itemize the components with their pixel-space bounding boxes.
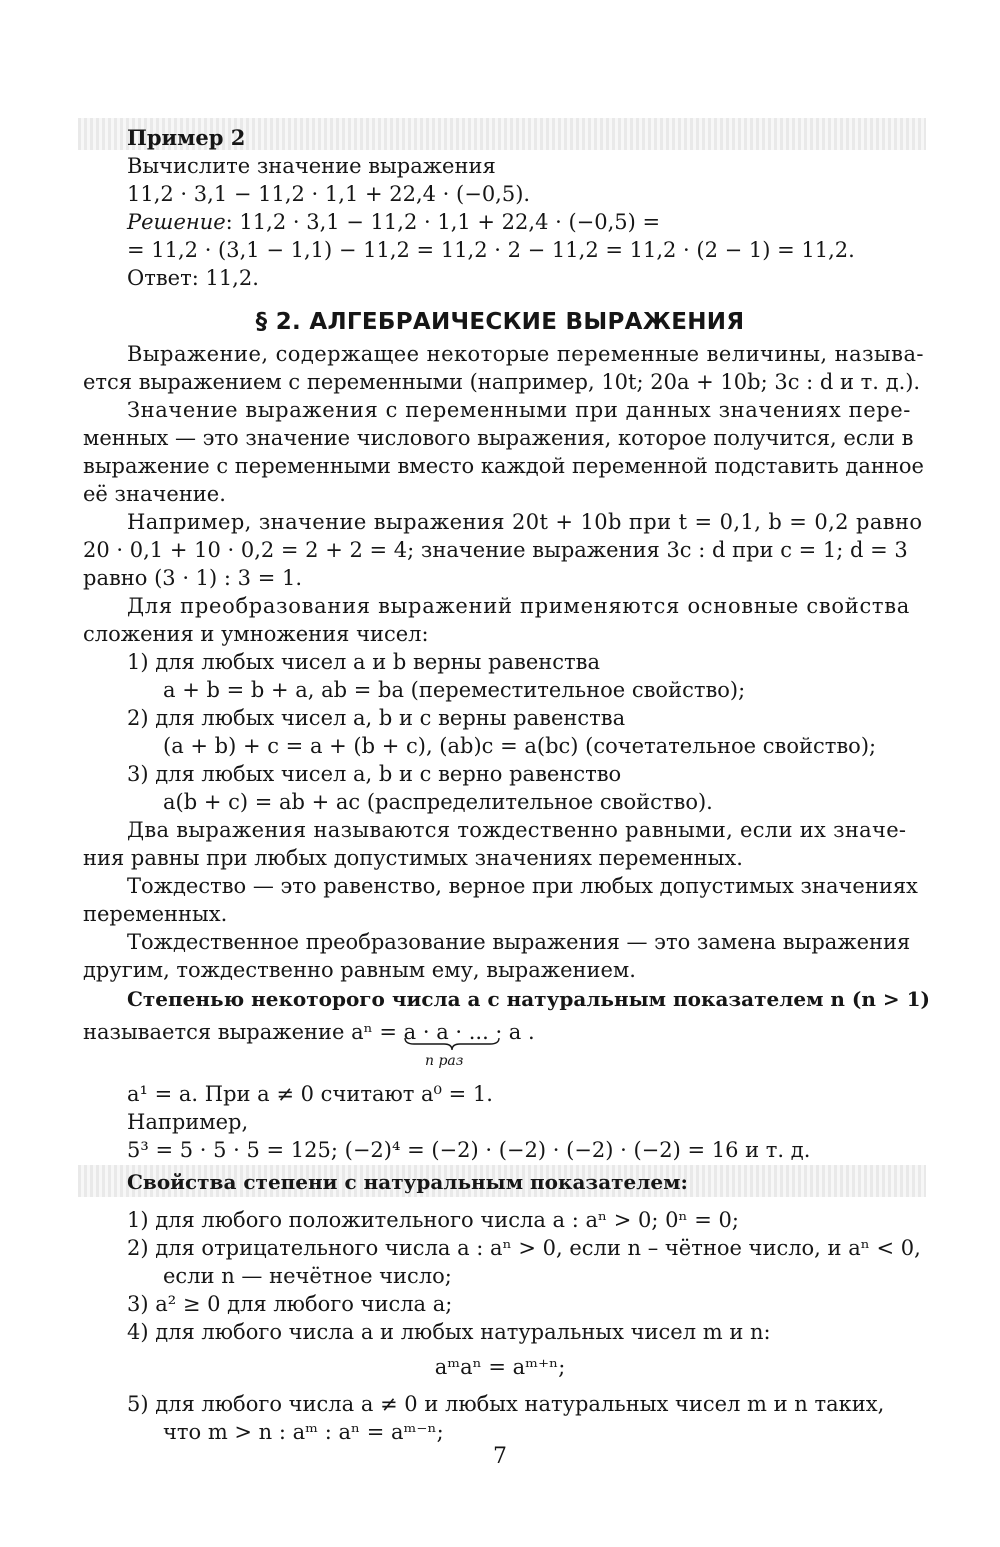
- para3-line3: равно (3 · 1) : 3 = 1.: [83, 566, 303, 590]
- para1-line1: Выражение, содержащее некоторые переменные величины, называ-: [127, 342, 924, 366]
- property2-line1: 2) для любых чисел a, b и c верны равенства: [127, 706, 626, 730]
- power-definition-line1: Степенью некоторого числа a с натуральным показателем n (n > 1): [127, 987, 930, 1011]
- para7-line2: другим, тождественно равным ему, выражением.: [83, 958, 636, 982]
- properties-title: Свойства степени с натуральным показателем:: [127, 1170, 688, 1194]
- property1-line2: a + b = b + a, ab = ba (переместительное свойство);: [163, 678, 746, 702]
- solution-label: Решение: [127, 210, 226, 234]
- para7-line1: Тождественное преобразование выражения — это замена выражения: [127, 930, 911, 954]
- property2-line2: (a + b) + c = a + (b + c), (ab)c = a(bc) (сочетательное свойство);: [163, 734, 877, 758]
- power-property3: 3) a² ≥ 0 для любого числа a;: [127, 1292, 453, 1316]
- example-expression: 11,2 · 3,1 − 11,2 · 1,1 + 22,4 · (−0,5).: [127, 182, 531, 206]
- para3-line2: 20 · 0,1 + 10 · 0,2 = 2 + 2 = 4; значение выражения 3c : d при c = 1; d = 3: [83, 538, 908, 562]
- property1-line1: 1) для любых чисел a и b верны равенства: [127, 650, 601, 674]
- power-property2-line2: если n — нечётное число;: [163, 1264, 452, 1288]
- property3-line2: a(b + c) = ab + ac (распределительное свойство).: [163, 790, 713, 814]
- para6-line1: Тождество — это равенство, верное при любых допустимых значениях: [127, 874, 918, 898]
- page-number: 7: [493, 1444, 507, 1469]
- power-property5-line2: что m > n : aᵐ : aⁿ = aᵐ⁻ⁿ;: [163, 1420, 444, 1444]
- example-solution-line1: [127, 209, 660, 235]
- para2-line2: менных — это значение числового выражения, которое получится, если в: [83, 426, 914, 450]
- property3-line1: 3) для любых чисел a, b и c верно равенство: [127, 762, 622, 786]
- para3-line1: Например, значение выражения 20t + 10b при t = 0,1, b = 0,2 равно: [127, 510, 923, 534]
- example-solution-line2: = 11,2 · (3,1 − 1,1) − 11,2 = 11,2 · 2 − 11,2 = 11,2 · (2 − 1) = 11,2.: [127, 238, 855, 262]
- para4-line2: сложения и умножения чисел:: [83, 622, 429, 646]
- example-intro: Например,: [127, 1110, 249, 1134]
- example-title: Пример 2: [127, 125, 246, 150]
- para2-line3: выражение с переменными вместо каждой переменной подставить данное: [83, 454, 924, 478]
- power-property2-line1: 2) для отрицательного числа a : aⁿ > 0, если n – чётное число, и aⁿ < 0,: [127, 1236, 921, 1260]
- para5-line2: ния равны при любых допустимых значениях переменных.: [83, 846, 743, 870]
- power-definition-line2: называется выражение aⁿ = a · a · ... · a .: [83, 1020, 535, 1044]
- para2-line1: Значение выражения с переменными при данных значениях пере-: [127, 398, 911, 422]
- underbrace-label: n раз: [425, 1053, 464, 1069]
- para1-line2: ется выражением с переменными (например, 10t; 20a + 10b; 3c : d и т. д.).: [83, 370, 921, 394]
- underbrace: [404, 1037, 500, 1051]
- power-property5-line1: 5) для любого числа a ≠ 0 и любых натуральных чисел m и n таких,: [127, 1392, 885, 1416]
- para2-line4: её значение.: [83, 482, 226, 506]
- power-property1: 1) для любого положительного числа a : aⁿ > 0; 0ⁿ = 0;: [127, 1208, 739, 1232]
- solution-text: : 11,2 · 3,1 − 11,2 · 1,1 + 22,4 · (−0,5) =: [225, 210, 661, 234]
- para4-line1: Для преобразования выражений применяются основные свойства: [127, 594, 910, 618]
- zero-power-line: a¹ = a. При a ≠ 0 считают a⁰ = 1.: [127, 1082, 493, 1106]
- power-examples: 5³ = 5 · 5 · 5 = 125; (−2)⁴ = (−2) · (−2) · (−2) · (−2) = 16 и т. д.: [127, 1138, 811, 1162]
- section-heading: § 2. АЛГЕБРАИЧЕСКИЕ ВЫРАЖЕНИЯ: [255, 309, 745, 335]
- example-answer: Ответ: 11,2.: [127, 266, 259, 290]
- power-property4-formula: aᵐaⁿ = aᵐ⁺ⁿ;: [434, 1355, 566, 1379]
- power-property4: 4) для любого числа a и любых натуральных чисел m и n:: [127, 1320, 771, 1344]
- para5-line1: Два выражения называются тождественно равными, если их значе-: [127, 818, 907, 842]
- para6-line2: переменных.: [83, 902, 228, 926]
- example-task: Вычислите значение выражения: [127, 154, 496, 178]
